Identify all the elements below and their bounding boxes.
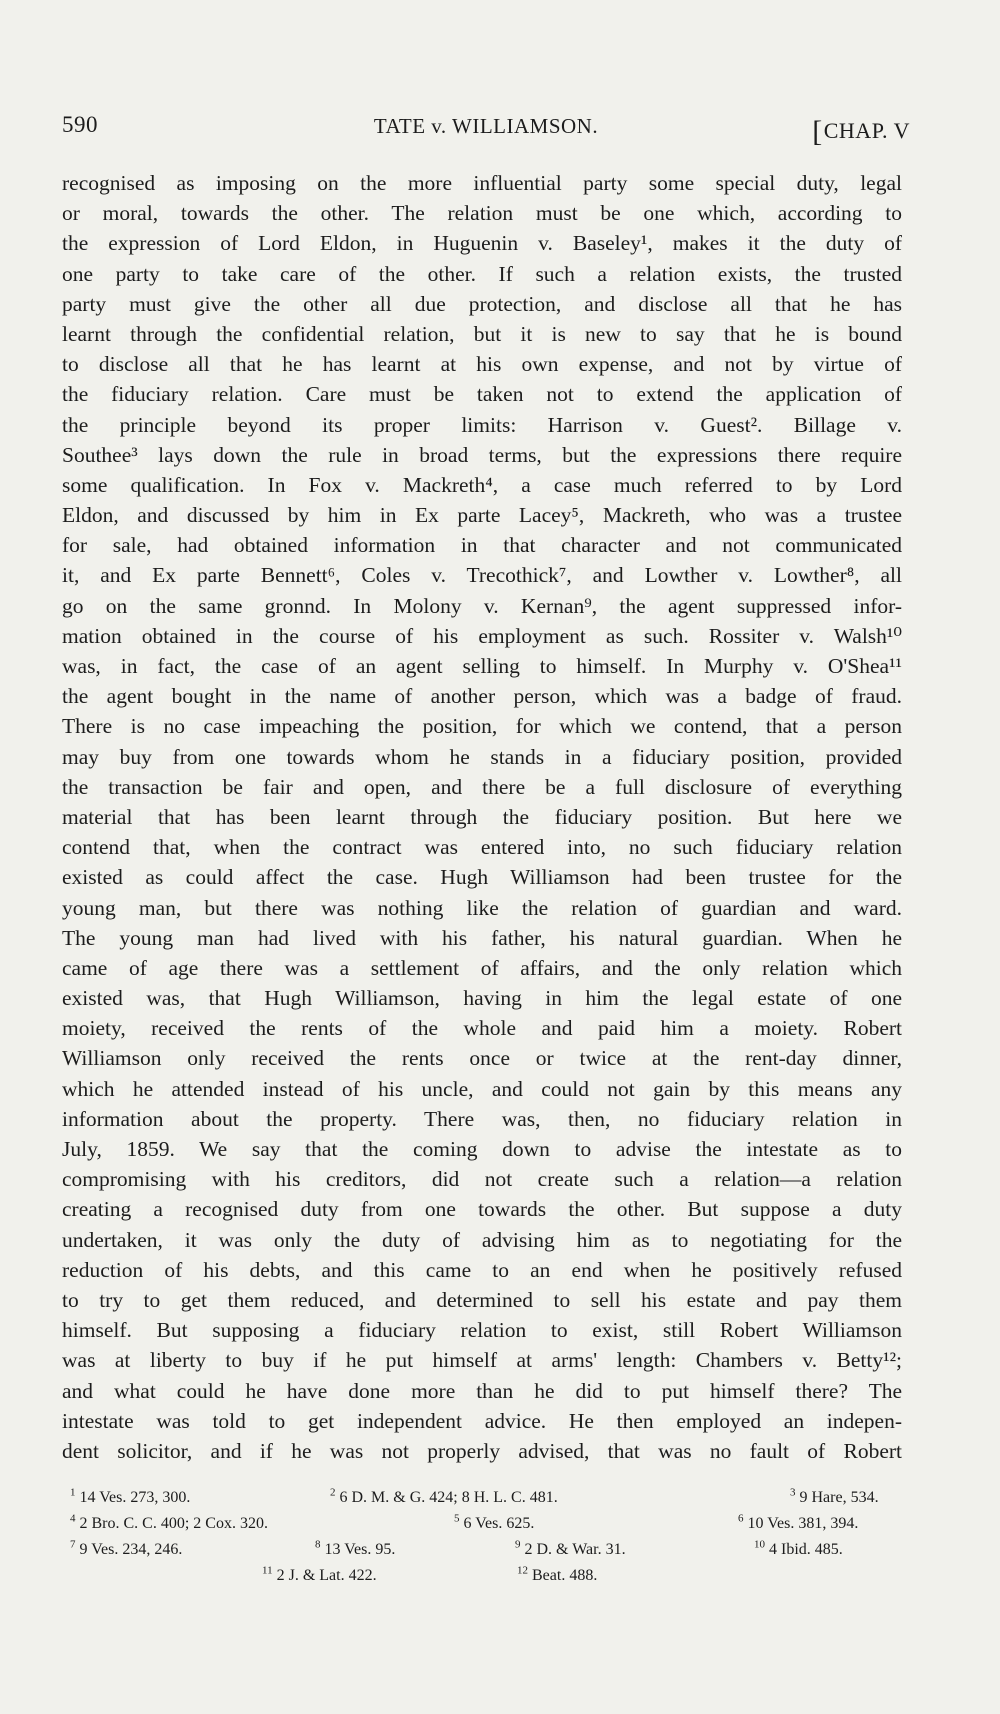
footnote-number: 10: [754, 1538, 765, 1551]
body-line: reduction of his debts, and this came to an end when he positively refused: [62, 1257, 902, 1282]
footnote-number: 9: [515, 1538, 521, 1551]
footnote-text: Beat. 488.: [532, 1567, 598, 1584]
footnote-text: 2 J. & Lat. 422.: [276, 1567, 377, 1584]
footnote: [330, 1485, 558, 1511]
footnote-text: 2 Bro. C. C. 400; 2 Cox. 320.: [79, 1515, 268, 1532]
body-line: party must give the other all due protection, and disclose all that he has: [62, 291, 902, 316]
footnote-number: 5: [454, 1512, 460, 1525]
chapter-label: [812, 112, 910, 146]
body-line: material that has been learnt through the fiduciary position. But here we: [62, 804, 902, 829]
body-line: or moral, towards the other. The relation must be one which, according to: [62, 201, 902, 226]
body-line: intestate was told to get independent advice. He then employed an indepen-: [62, 1408, 902, 1433]
footnote-text: 4 Ibid. 485.: [769, 1541, 843, 1558]
footnote-number: 4: [70, 1512, 76, 1525]
footnote-text: 6 D. M. & G. 424; 8 H. L. C. 481.: [339, 1489, 558, 1506]
running-header: [62, 112, 910, 146]
body-line: which he attended instead of his uncle, and could not gain by this means any: [62, 1076, 902, 1101]
running-title: TATE v. WILLIAMSON.: [373, 114, 599, 138]
body-line: learnt through the confidential relation, but it is new to say that he is bound: [62, 321, 902, 346]
footnote: [70, 1511, 268, 1537]
body-line: mation obtained in the course of his employment as such. Rossiter v. Walsh¹⁰: [62, 623, 902, 648]
body-line: the principle beyond its proper limits: Harrison v. Guest². Billage v.: [62, 412, 902, 437]
body-line: the agent bought in the name of another person, which was a badge of fraud.: [62, 684, 902, 709]
footnote-number: 8: [315, 1538, 321, 1551]
body-line: it, and Ex parte Bennett⁶, Coles v. Trecothick⁷, and Lowther v. Lowther⁸, all: [62, 563, 902, 588]
footnote: [262, 1563, 377, 1589]
body-line: was at liberty to buy if he put himself at arms' length: Chambers v. Betty¹²;: [62, 1348, 902, 1373]
body-line: the transaction be fair and open, and there be a full disclosure of everything: [62, 774, 902, 799]
footnote-row: [62, 1537, 910, 1563]
footnote: [315, 1537, 395, 1563]
footnote: [70, 1537, 182, 1563]
body-line: There is no case impeaching the position, for which we contend, that a person: [62, 714, 902, 739]
footnote-text: 2 D. & War. 31.: [524, 1541, 626, 1558]
footnote-text: 9 Ves. 234, 246.: [79, 1541, 183, 1558]
footnote: [754, 1537, 843, 1563]
footnote-text: 13 Ves. 95.: [324, 1541, 396, 1558]
footnote-number: 11: [262, 1564, 273, 1577]
footnote-text: 10 Ves. 381, 394.: [747, 1515, 859, 1532]
footnote-number: 3: [790, 1486, 796, 1499]
footnote-number: 1: [70, 1486, 76, 1499]
footnote-row: [62, 1485, 910, 1511]
body-text: [62, 168, 902, 1466]
footnote: [454, 1511, 534, 1537]
footnote-row: [62, 1511, 910, 1537]
body-line: compromising with his creditors, did not create such a relation—a relation: [62, 1167, 902, 1192]
body-line: and what could he have done more than he did to put himself there? The: [62, 1378, 902, 1403]
body-line: came of age there was a settlement of affairs, and the only relation which: [62, 955, 902, 980]
footnote: [70, 1485, 190, 1511]
body-line: dent solicitor, and if he was not properly advised, that was no fault of Robert: [62, 1438, 902, 1463]
footnote-number: 6: [738, 1512, 744, 1525]
body-line: Williamson only received the rents once or twice at the rent-day dinner,: [62, 1046, 902, 1071]
body-line: some qualification. In Fox v. Mackreth⁴, a case much referred to by Lord: [62, 472, 902, 497]
body-line: existed as could affect the case. Hugh Williamson had been trustee for the: [62, 865, 902, 890]
body-line: may buy from one towards whom he stands in a fiduciary position, provided: [62, 744, 902, 769]
footnote-text: 14 Ves. 273, 300.: [79, 1489, 191, 1506]
body-line: creating a recognised duty from one towards the other. But suppose a duty: [62, 1197, 902, 1222]
footnote-number: 2: [330, 1486, 336, 1499]
body-line: The young man had lived with his father, his natural guardian. When he: [62, 925, 902, 950]
footnote: [738, 1511, 858, 1537]
footnote-text: 6 Ves. 625.: [463, 1515, 535, 1532]
body-line: the expression of Lord Eldon, in Huguenin v. Baseley¹, makes it the duty of: [62, 231, 902, 256]
body-line: Southee³ lays down the rule in broad terms, but the expressions there require: [62, 442, 902, 467]
body-line: contend that, when the contract was entered into, no such fiduciary relation: [62, 835, 902, 860]
footnote-number: 12: [517, 1564, 528, 1577]
page-number: 590: [62, 112, 98, 137]
footnote: [515, 1537, 626, 1563]
body-line: was, in fact, the case of an agent selling to himself. In Murphy v. O'Shea¹¹: [62, 654, 902, 678]
body-line: go on the same gronnd. In Molony v. Kernan⁹, the agent suppressed infor-: [62, 593, 902, 618]
footnote-row: [62, 1563, 910, 1589]
footnotes: [62, 1485, 910, 1589]
body-line: existed was, that Hugh Williamson, having in him the legal estate of one: [62, 986, 902, 1011]
body-line: July, 1859. We say that the coming down to advise the intestate as to: [62, 1137, 902, 1161]
chapter-bracket: [: [812, 115, 823, 148]
chapter-text: CHAP. V: [823, 118, 910, 143]
body-line: to try to get them reduced, and determined to sell his estate and pay them: [62, 1287, 902, 1312]
body-line: young man, but there was nothing like the relation of guardian and ward.: [62, 895, 902, 920]
footnote-text: 9 Hare, 534.: [799, 1489, 879, 1506]
body-line: to disclose all that he has learnt at his own expense, and not by virtue of: [62, 352, 902, 377]
body-line: himself. But supposing a fiduciary relation to exist, still Robert Williamson: [62, 1318, 902, 1343]
footnote-number: 7: [70, 1538, 76, 1551]
body-line: undertaken, it was only the duty of advising him as to negotiating for the: [62, 1227, 902, 1252]
footnote: [517, 1563, 597, 1589]
body-line: recognised as imposing on the more influential party some special duty, legal: [62, 171, 902, 195]
body-line: one party to take care of the other. If such a relation exists, the trusted: [62, 261, 902, 286]
footnote: [790, 1485, 879, 1511]
body-line: information about the property. There was, then, no fiduciary relation in: [62, 1106, 902, 1131]
body-line: Eldon, and discussed by him in Ex parte Lacey⁵, Mackreth, who was a trustee: [62, 503, 902, 528]
body-line: for sale, had obtained information in that character and not communicated: [62, 533, 902, 558]
body-line: moiety, received the rents of the whole and paid him a moiety. Robert: [62, 1016, 902, 1041]
body-line: the fiduciary relation. Care must be taken not to extend the application of: [62, 382, 902, 407]
